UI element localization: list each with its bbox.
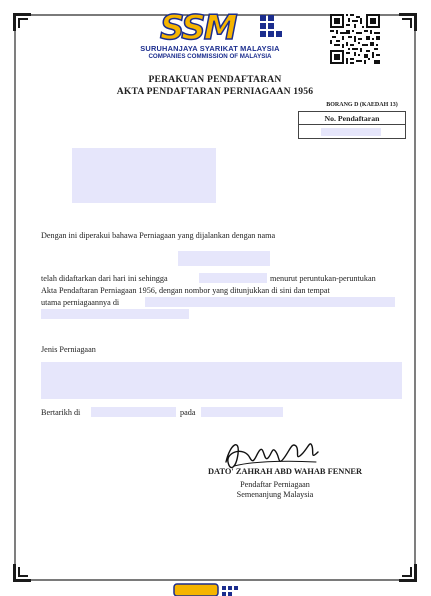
signatory-jurisdiction: Semenanjung Malaysia (236, 490, 314, 499)
business-address-redacted-line2 (41, 309, 189, 319)
dated-place-redacted (91, 407, 176, 417)
registration-number-box (298, 111, 406, 139)
registration-box-divider (299, 124, 405, 125)
on-label: pada (180, 408, 196, 417)
certificate-subtitle: AKTA PENDAFTARAN PERNIAGAAN 1956 (116, 86, 314, 97)
form-reference: BORANG D (KAEDAH 13) (326, 102, 398, 108)
business-type-label: Jenis Perniagaan (41, 345, 96, 354)
business-name-header-redacted (72, 148, 216, 203)
ssm-logo-text: SSM (160, 8, 236, 48)
signatory-title: Pendaftar Perniagaan (240, 480, 310, 489)
qr-code (330, 14, 380, 64)
registration-number-redacted (321, 128, 381, 136)
place-statement: utama perniagaannya di (41, 298, 120, 307)
qr-code-icon (330, 14, 380, 64)
certify-statement: Dengan ini diperakui bahawa Perniagaan yang dijalankan dengan nama (41, 231, 276, 240)
certificate-title: PERAKUAN PENDAFTARAN (148, 74, 282, 85)
org-name-english: COMPANIES COMMISSION OF MALAYSIA (148, 53, 272, 60)
act-statement: Akta Pendaftaran Perniagaan 1956, dengan nombor yang ditunjukkan di sini dan tempat (41, 286, 330, 295)
dated-label: Bertarikh di (41, 408, 81, 417)
registered-statement: telah didaftarkan dari hari ini sehingga (41, 274, 168, 283)
business-address-redacted-line1 (145, 297, 395, 307)
logo-dots-icon (260, 15, 282, 41)
registered-statement-cont: menurut peruntukan-peruntukan (270, 274, 376, 283)
footer-logo (170, 578, 240, 596)
dated-date-redacted (201, 407, 283, 417)
signatory-name: DATO' ZAHRAH ABD WAHAB FENNER (207, 467, 363, 476)
org-name-malay: SURUHANJAYA SYARIKAT MALAYSIA (140, 44, 280, 53)
business-name-redacted (178, 251, 270, 266)
registration-number-label: No. Pendaftaran (324, 114, 380, 123)
footer-logo-icon (170, 578, 240, 596)
business-type-redacted (41, 362, 402, 399)
expiry-date-redacted (199, 273, 267, 283)
